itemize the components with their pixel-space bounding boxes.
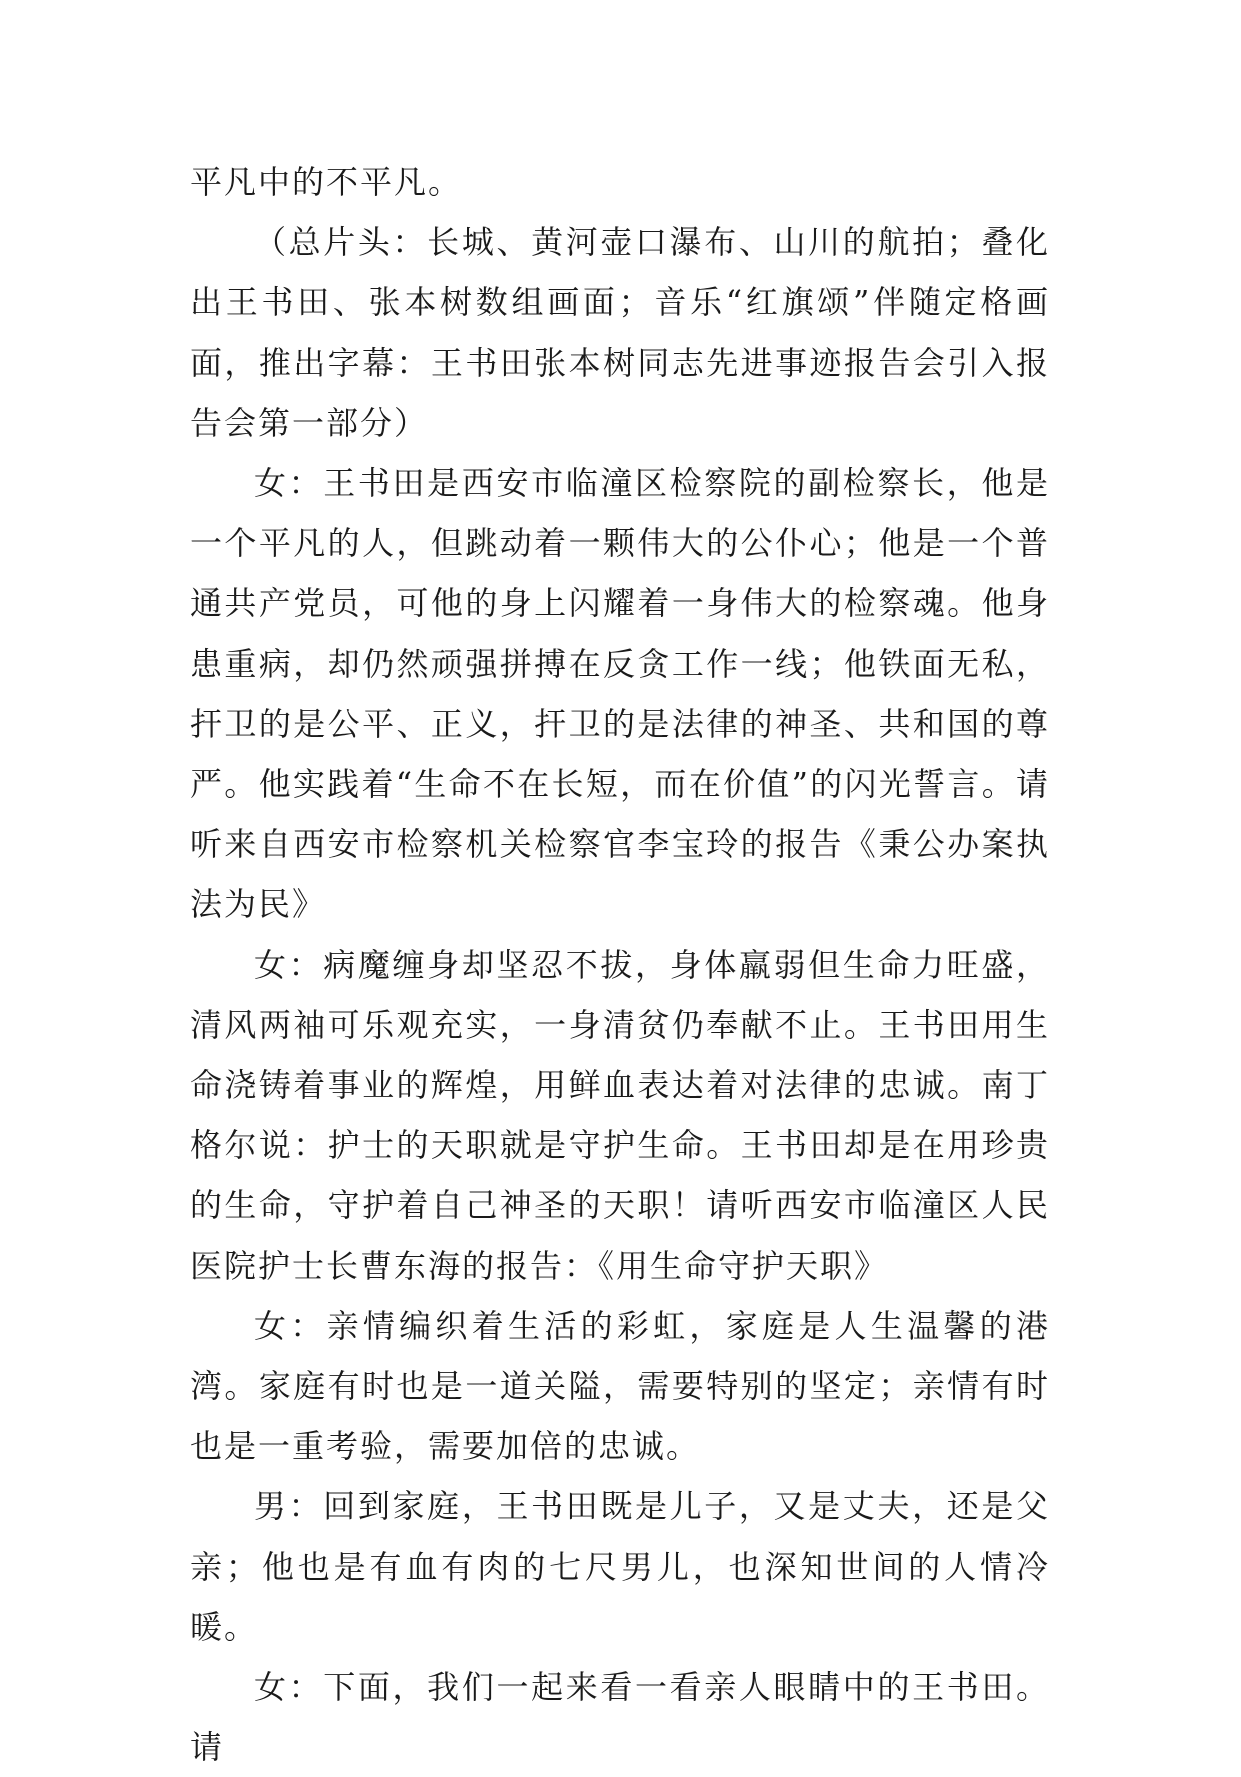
paragraph: 女：亲情编织着生活的彩虹，家庭是人生温馨的港湾。家庭有时也是一道关隘，需要特别的坚定；亲情有时也是一重考验，需要加倍的忠诚。: [190, 1306, 1050, 1466]
paragraph: 男：回到家庭，王书田既是儿子，又是丈夫，还是父亲；他也是有血有肉的七尺男儿，也深知世间的人情冷暖。: [190, 1487, 1050, 1646]
paragraph: 女：王书田是西安市临潼区检察院的副检察长，他是一个平凡的人，但跳动着一颗伟大的公仆心；他是一个普通共产党员，可他的身上闪耀着一身伟大的检察魂。他身患重病，却仍然顽强拼搏在反贪工作一线；他铁面无私，扞卫的是公平、正义，扞卫的是法律的神圣、共和国的尊严。他实践着“生命不在长短，而在价值”的闪光誓言。请听来自西安市检察机关检察官李宝玲的报告《秉公办案执法为民》: [190, 464, 1050, 924]
document-body: [190, 152, 1050, 1777]
paragraph: 女：病魔缠身却坚忍不拔，身体羸弱但生命力旺盛，清风两袖可乐观充实，一身清贫仍奉献不止。王书田用生命浇铸着事业的辉煌，用鲜血表达着对法律的忠诚。南丁格尔说：护士的天职就是守护生命。王书田却是在用珍贵的生命，守护着自己神圣的天职！请听西安市临潼区人民医院护士长曹东海的报告：《用生命守护天职》: [190, 945, 1050, 1285]
paragraph: （总片头：长城、黄河壶口瀑布、山川的航拍；叠化出王书田、张本树数组画面；音乐“红旗颂”伴随定格画面，推出字幕：王书田张本树同志先进事迹报告会引入报告会第一部分）: [190, 223, 1050, 442]
paragraph: 女：下面，我们一起来看一看亲人眼睛中的王书田。请: [190, 1668, 1050, 1767]
paragraph: 平凡中的不平凡。: [190, 163, 463, 201]
